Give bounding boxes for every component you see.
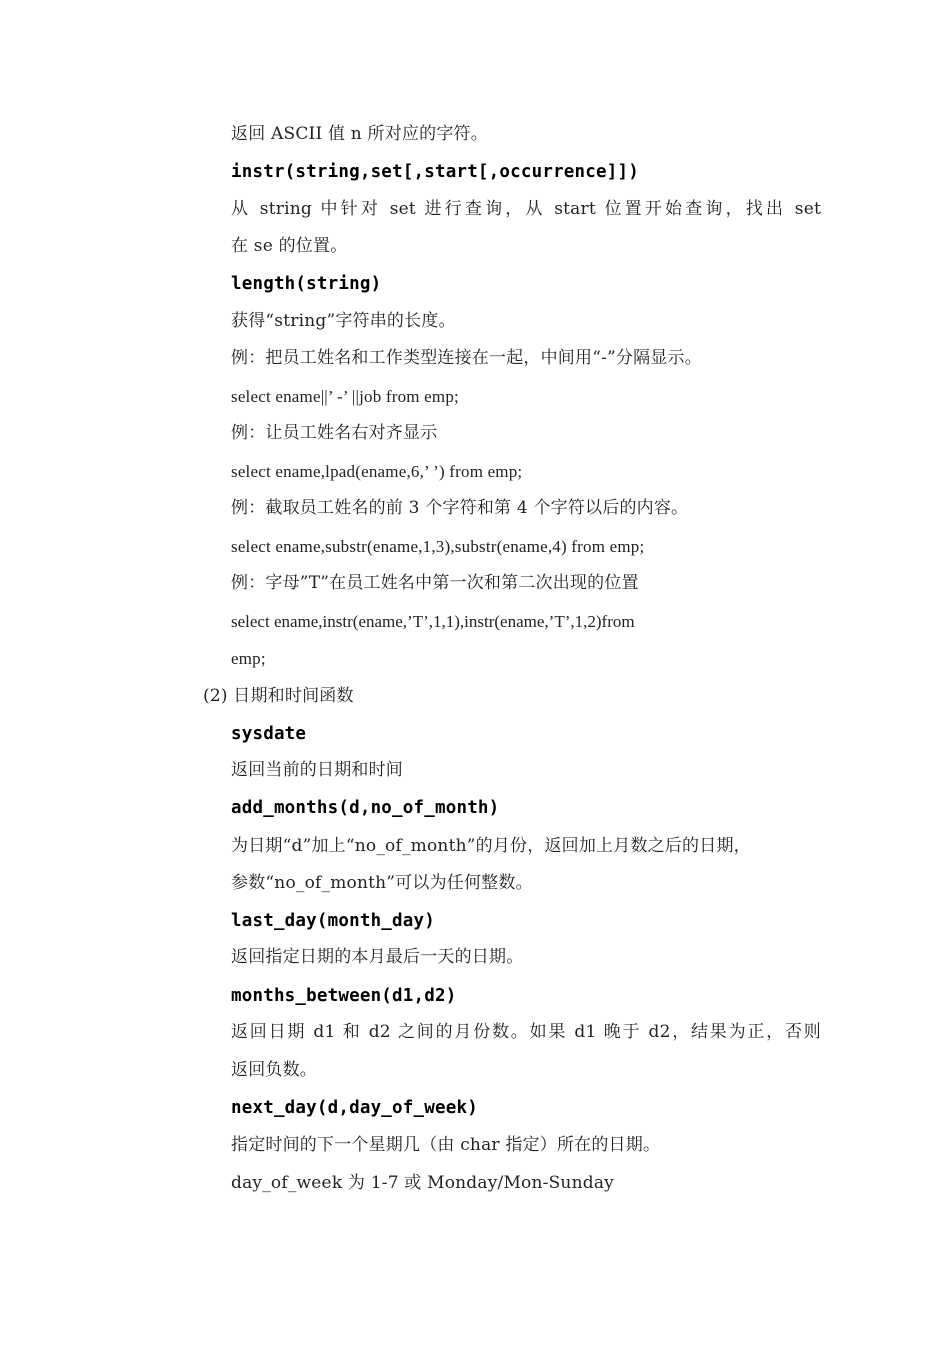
text-line: 在 se 的位置。 <box>231 236 348 256</box>
function-signature-add-months: add_months(d,no_of_month) <box>231 798 500 818</box>
text-line: 返回 ASCII 值 n 所对应的字符。 <box>231 124 488 144</box>
code-line: select ename,instr(ename,’T’,1,1),instr(ename,’T’,1,2)from <box>231 612 635 631</box>
text-line: 返回指定日期的本月最后一天的日期。 <box>231 947 524 967</box>
example-heading: 例：截取员工姓名的前 3 个字符和第 4 个字符以后的内容。 <box>231 498 689 518</box>
code-line: select ename,lpad(ename,6,’ ’) from emp; <box>231 462 523 481</box>
function-signature-sysdate: sysdate <box>231 724 307 744</box>
function-signature-months-between: months_between(d1,d2) <box>231 986 457 1006</box>
code-line: emp; <box>231 649 266 668</box>
example-heading: 例：字母”T”在员工姓名中第一次和第二次出现的位置 <box>231 573 639 593</box>
text-line: 返回负数。 <box>231 1060 317 1080</box>
text-line: 参数“no_of_month”可以为任何整数。 <box>231 873 533 893</box>
text-line: 指定时间的下一个星期几（由 char 指定）所在的日期。 <box>231 1135 661 1155</box>
code-line: select ename||’ -’ ||job from emp; <box>231 387 459 406</box>
section-heading: (2) 日期和时间函数 <box>203 686 354 706</box>
function-signature-instr: instr(string,set[,start[,occurrence]]) <box>231 162 639 182</box>
function-signature-length: length(string) <box>231 274 382 294</box>
code-line: select ename,substr(ename,1,3),substr(ename,4) from emp; <box>231 537 645 556</box>
text-line: 返回日期 d1 和 d2 之间的月份数。如果 d1 晚于 d2，结果为正，否则 <box>231 1022 821 1042</box>
function-signature-last-day: last_day(month_day) <box>231 911 435 931</box>
text-line: 为日期“d”加上“no_of_month”的月份，返回加上月数之后的日期， <box>231 836 751 856</box>
example-heading: 例：把员工姓名和工作类型连接在一起，中间用“-”分隔显示。 <box>231 348 702 368</box>
function-signature-next-day: next_day(d,day_of_week) <box>231 1098 478 1118</box>
text-line: 从 string 中针对 set 进行查询，从 start 位置开始查询，找出 set <box>231 199 821 219</box>
text-line: 返回当前的日期和时间 <box>231 760 403 780</box>
text-line: 获得“string”字符串的长度。 <box>231 311 456 331</box>
text-line: day_of_week 为 1-7 或 Monday/Mon-Sunday <box>231 1173 614 1193</box>
example-heading: 例：让员工姓名右对齐显示 <box>231 423 438 443</box>
